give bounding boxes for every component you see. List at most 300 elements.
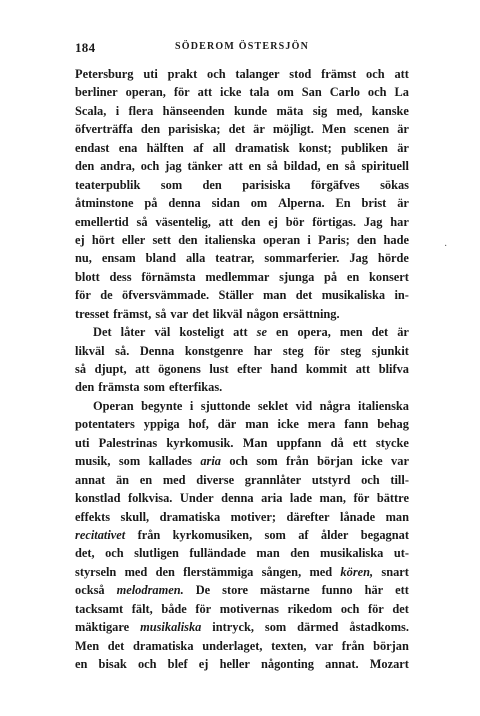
word: stod	[289, 67, 312, 81]
word: ersättning.	[282, 306, 340, 321]
word: prakt	[167, 67, 198, 81]
text-line	[75, 489, 409, 507]
word: La	[394, 85, 409, 100]
word: Mozart	[369, 657, 409, 671]
word: dess	[109, 269, 132, 284]
word: förnämsta	[141, 269, 196, 284]
word: intryck,	[212, 620, 254, 635]
word: så	[344, 159, 356, 174]
word: så	[155, 306, 167, 321]
word: bör	[285, 214, 305, 229]
word: på	[324, 269, 338, 284]
text-line	[75, 581, 409, 599]
word: fann	[344, 417, 369, 432]
word: brist	[361, 196, 387, 211]
text-line	[75, 323, 409, 341]
word: Man	[242, 435, 268, 450]
word: och	[207, 67, 226, 81]
text-line	[75, 563, 409, 581]
word: var	[170, 306, 189, 321]
word: att	[233, 325, 248, 340]
word: talanger	[235, 67, 280, 81]
word: att	[197, 85, 213, 100]
word: flera	[128, 103, 154, 118]
word: för	[367, 601, 384, 616]
word: rikedom	[287, 601, 333, 616]
word: ögonens	[158, 362, 201, 376]
word: denna	[168, 196, 201, 211]
word: bisak	[98, 657, 127, 671]
word: en	[326, 159, 339, 174]
word: underlaget,	[202, 638, 263, 653]
word: bildad,	[283, 159, 321, 174]
word: musikaliska	[321, 288, 386, 303]
word: främst,	[113, 306, 152, 321]
text-line	[75, 434, 409, 452]
running-title: SÖDEROM ÖSTERSJÖN	[174, 41, 310, 52]
word: sett	[152, 232, 172, 247]
word: ut-	[393, 546, 409, 561]
word: med	[162, 472, 186, 487]
word: sången,	[261, 564, 302, 579]
emphasized-word: se	[256, 325, 267, 340]
word: icke	[361, 454, 383, 469]
word: motivernas	[219, 601, 279, 616]
word: dramatiska	[132, 638, 194, 653]
word: dramatisk	[235, 140, 290, 155]
word: man	[385, 509, 409, 524]
word: eller	[121, 232, 146, 247]
word: en	[75, 657, 88, 671]
word: annat	[75, 472, 106, 487]
word: Denna	[139, 343, 175, 358]
word: Palestrinas	[98, 435, 158, 450]
word: effekts	[75, 509, 111, 524]
word: den	[75, 159, 95, 174]
word: låter	[120, 325, 146, 340]
text-line	[75, 120, 409, 138]
text-line	[75, 286, 409, 304]
word: som	[256, 454, 278, 469]
word: mera	[307, 417, 336, 432]
word: en	[276, 325, 289, 340]
word: funno	[321, 583, 353, 598]
word: teatrar,	[215, 251, 255, 266]
word: hört	[91, 232, 115, 247]
emphasized-word: aria	[200, 454, 221, 469]
word: att	[355, 362, 371, 376]
word: ålder	[320, 527, 349, 542]
text-line	[75, 471, 409, 489]
word: för	[195, 601, 212, 616]
word: kommit	[305, 362, 348, 376]
word: väl	[154, 325, 171, 340]
text-line	[75, 452, 409, 470]
word: seklet	[257, 398, 289, 413]
word: än	[115, 472, 130, 487]
text-line	[75, 194, 409, 212]
word: från	[137, 527, 161, 542]
word: andra,	[100, 159, 135, 174]
emphasized-word: recitativet	[75, 527, 126, 542]
word: så	[75, 362, 87, 376]
word: emellertid	[75, 214, 129, 229]
word: åtminstone	[75, 196, 134, 211]
word: man	[256, 546, 280, 561]
word: Scala,	[75, 103, 107, 118]
word: uti	[75, 435, 90, 450]
word: scenen	[354, 122, 390, 137]
word: parisiska;	[168, 122, 221, 137]
word: ett	[395, 583, 409, 598]
word: endast	[75, 140, 110, 155]
word: musikaliska	[319, 546, 384, 561]
word: utstyrd	[311, 472, 351, 487]
word: sjuttonde	[200, 398, 251, 413]
word: som	[143, 380, 165, 395]
word: och	[340, 601, 360, 616]
word: och	[361, 472, 380, 487]
word: är	[253, 122, 265, 137]
text-line	[75, 342, 409, 360]
word: denna	[221, 491, 254, 506]
word: medlemmar	[205, 269, 270, 284]
word: man,	[319, 491, 346, 506]
word: jag	[165, 159, 182, 174]
word: i	[115, 103, 120, 118]
word: är	[397, 140, 409, 155]
word: och	[140, 159, 160, 174]
word: grannlåter	[244, 472, 302, 487]
word: mäktigare	[75, 620, 130, 635]
word: förgäfves	[310, 177, 360, 192]
word: är	[397, 325, 409, 340]
word: väsentelig,	[155, 214, 211, 229]
word: och	[105, 546, 124, 561]
text-line	[75, 360, 409, 378]
word: likväl	[212, 306, 243, 321]
word: nu,	[75, 251, 92, 266]
word: hänseenden	[162, 103, 225, 118]
text-line	[75, 655, 409, 673]
word: från	[286, 454, 309, 469]
word: det	[295, 288, 313, 303]
word: någonting	[260, 657, 315, 671]
word: det	[392, 601, 409, 616]
word: San	[301, 85, 322, 100]
word: mästarne	[260, 583, 310, 598]
word: lånade	[340, 509, 376, 524]
word: blef	[167, 657, 188, 671]
word: att	[218, 214, 234, 229]
word: också	[75, 583, 105, 598]
word: det	[192, 306, 209, 321]
word: heller	[219, 657, 250, 671]
text-line	[75, 637, 409, 655]
word: spirituell	[361, 159, 409, 174]
word: har	[390, 214, 409, 229]
word: af	[193, 140, 204, 155]
word: yppiga	[143, 417, 180, 432]
word: och	[229, 454, 248, 469]
word: åstadkoms.	[349, 620, 409, 635]
word: Ställer	[218, 288, 254, 303]
text-line	[75, 139, 409, 157]
word: ej	[198, 657, 209, 671]
word: så.	[115, 343, 130, 358]
word: italienska	[204, 232, 256, 247]
word: kunde	[234, 103, 268, 118]
word: därefter	[286, 509, 330, 524]
text-line	[75, 378, 409, 396]
word: den	[241, 214, 261, 229]
text-line	[75, 508, 409, 526]
text-line	[75, 65, 409, 83]
word: ena	[118, 140, 138, 155]
word: till-	[390, 472, 409, 487]
word: därmed	[297, 620, 339, 635]
word: store	[222, 583, 249, 598]
word: med	[309, 564, 333, 579]
word: alla	[185, 251, 206, 266]
word: från	[341, 638, 365, 653]
word: efterfikas.	[168, 380, 223, 395]
word: likväl	[75, 343, 105, 358]
text-line	[75, 102, 409, 120]
word: främst	[321, 67, 357, 81]
word: hof,	[188, 417, 209, 432]
word: här	[364, 583, 384, 598]
word: öfversvämmade.	[122, 288, 210, 303]
page-header	[75, 40, 409, 60]
word: af	[298, 527, 309, 542]
word: sidan	[211, 196, 240, 211]
word: En	[335, 196, 351, 211]
word: kanske	[371, 103, 409, 118]
word: några	[319, 398, 351, 413]
word: tänker	[187, 159, 223, 174]
word: ensam	[101, 251, 136, 266]
word: potentaters	[75, 417, 135, 432]
word: blott	[75, 269, 100, 284]
text-line	[75, 176, 409, 194]
word: De	[195, 583, 211, 598]
word: som	[118, 454, 141, 469]
word: sjunga	[279, 269, 315, 284]
word: bättre	[376, 491, 409, 506]
word: främsta	[98, 380, 140, 395]
text-line	[75, 397, 409, 415]
word: uppfann	[276, 435, 322, 450]
word: en	[248, 159, 262, 174]
word: bland	[145, 251, 176, 266]
word: mäta	[276, 103, 304, 118]
word: att	[228, 159, 243, 174]
word: opera,	[297, 325, 331, 340]
word: en	[139, 472, 153, 487]
word: teaterpublik	[75, 177, 141, 192]
word: efter	[237, 362, 262, 376]
word: den	[356, 232, 377, 247]
emphasized-word: musikaliska	[140, 620, 202, 635]
word: Det	[93, 325, 112, 340]
text-line	[75, 618, 409, 636]
text-line	[75, 305, 409, 323]
word: och	[367, 85, 387, 100]
word: den	[178, 232, 198, 247]
word: Paris;	[318, 232, 350, 247]
word: Men	[321, 122, 346, 137]
word: musik,	[75, 454, 111, 469]
word: annat.	[325, 657, 359, 671]
word: motiver;	[230, 509, 276, 524]
text-line	[75, 600, 409, 618]
word: kyrkomusik.	[166, 435, 234, 450]
word: som	[160, 177, 183, 192]
word: all	[212, 140, 226, 155]
word: den	[155, 564, 175, 579]
word: för	[173, 85, 190, 100]
word: är	[397, 196, 409, 211]
text-line	[75, 157, 409, 175]
word: ej	[75, 232, 85, 247]
word: att	[135, 362, 150, 376]
word: hand	[270, 362, 298, 376]
word: Jag	[363, 214, 383, 229]
word: tacksamt	[75, 601, 124, 616]
word: stycke	[375, 435, 409, 450]
word: det	[371, 325, 389, 340]
word: det,	[75, 546, 95, 561]
word: de	[100, 288, 113, 303]
word: kosteligt	[179, 325, 225, 340]
word: man	[245, 417, 269, 432]
word: både	[161, 601, 187, 616]
word: icke	[220, 85, 242, 100]
word: texten,	[271, 638, 307, 653]
word: början	[373, 638, 409, 653]
word: Under	[179, 491, 214, 506]
word: icke	[277, 417, 299, 432]
word: så	[266, 159, 278, 174]
word: är	[397, 122, 409, 137]
word: djupt,	[94, 362, 127, 376]
word: förtigas.	[312, 214, 356, 229]
word: hade	[383, 232, 409, 247]
word: slutligen	[134, 546, 179, 561]
emphasized-word: kören,	[340, 564, 374, 579]
word: operan,	[125, 85, 166, 100]
word: den	[290, 546, 310, 561]
word: har	[253, 343, 273, 358]
word: aria	[261, 491, 283, 506]
text-line	[75, 231, 409, 249]
word: Carlo	[329, 85, 360, 100]
word: behag	[377, 417, 409, 432]
text-line	[75, 268, 409, 286]
word: begagnat	[360, 527, 409, 542]
text-line	[75, 526, 409, 544]
word: folkvisa.	[127, 491, 173, 506]
word: konstlad	[75, 491, 121, 506]
word: snart	[381, 564, 409, 579]
word: Men	[75, 638, 100, 653]
word: tala	[249, 85, 270, 100]
word: det	[228, 122, 246, 137]
word: kallades	[148, 454, 192, 469]
word: konsert	[368, 269, 409, 284]
word: och	[366, 67, 385, 81]
word: lust	[209, 362, 229, 376]
word: ett	[352, 435, 367, 450]
word: vid	[295, 398, 313, 413]
word: den	[202, 177, 222, 192]
word: konstgenre	[184, 343, 244, 358]
word: den	[75, 380, 95, 395]
word: med,	[336, 103, 363, 118]
word: dramatiska	[159, 509, 221, 524]
margin-mark: ·	[444, 241, 448, 252]
word: så	[136, 214, 148, 229]
word: med	[124, 564, 148, 579]
word: i	[307, 232, 311, 247]
word: diverse	[196, 472, 235, 487]
page-number: 184	[75, 40, 96, 55]
word: tresset	[75, 306, 110, 321]
word: parisiska	[242, 177, 291, 192]
text-line	[75, 544, 409, 562]
word: för	[314, 343, 330, 358]
body-text	[75, 65, 409, 673]
text-line	[75, 249, 409, 267]
word: fält,	[131, 601, 153, 616]
word: sjunkit	[371, 343, 409, 358]
word: var	[315, 638, 334, 653]
word: lade	[289, 491, 312, 506]
word: in-	[394, 288, 409, 303]
word: Jag	[349, 251, 368, 266]
emphasized-word: melodramen.	[116, 583, 184, 598]
word: en	[346, 269, 360, 284]
word: man	[262, 288, 287, 303]
word: Operan	[93, 398, 134, 413]
word: för	[353, 491, 370, 506]
word: fulländade	[189, 546, 246, 561]
word: om	[250, 196, 268, 211]
word: sommarferier.	[264, 251, 340, 266]
word: uti	[143, 67, 158, 81]
word: i	[189, 398, 194, 413]
word: öfverträffa	[75, 122, 133, 137]
word: om	[277, 85, 294, 100]
word: som	[264, 620, 287, 635]
word: där	[217, 417, 237, 432]
word: ej	[268, 214, 278, 229]
word: den	[140, 122, 161, 137]
word: men	[339, 325, 363, 340]
word: steg	[340, 343, 362, 358]
word: och	[137, 657, 157, 671]
word: då	[330, 435, 344, 450]
word: hälften	[146, 140, 184, 155]
word: italienska	[358, 398, 409, 413]
word: hörde	[377, 251, 409, 266]
word: konst;	[298, 140, 332, 155]
word: operan	[262, 232, 301, 247]
word: sig	[312, 103, 328, 118]
word: kyrkomusiken,	[172, 527, 253, 542]
word: flerstämmiga	[183, 564, 254, 579]
